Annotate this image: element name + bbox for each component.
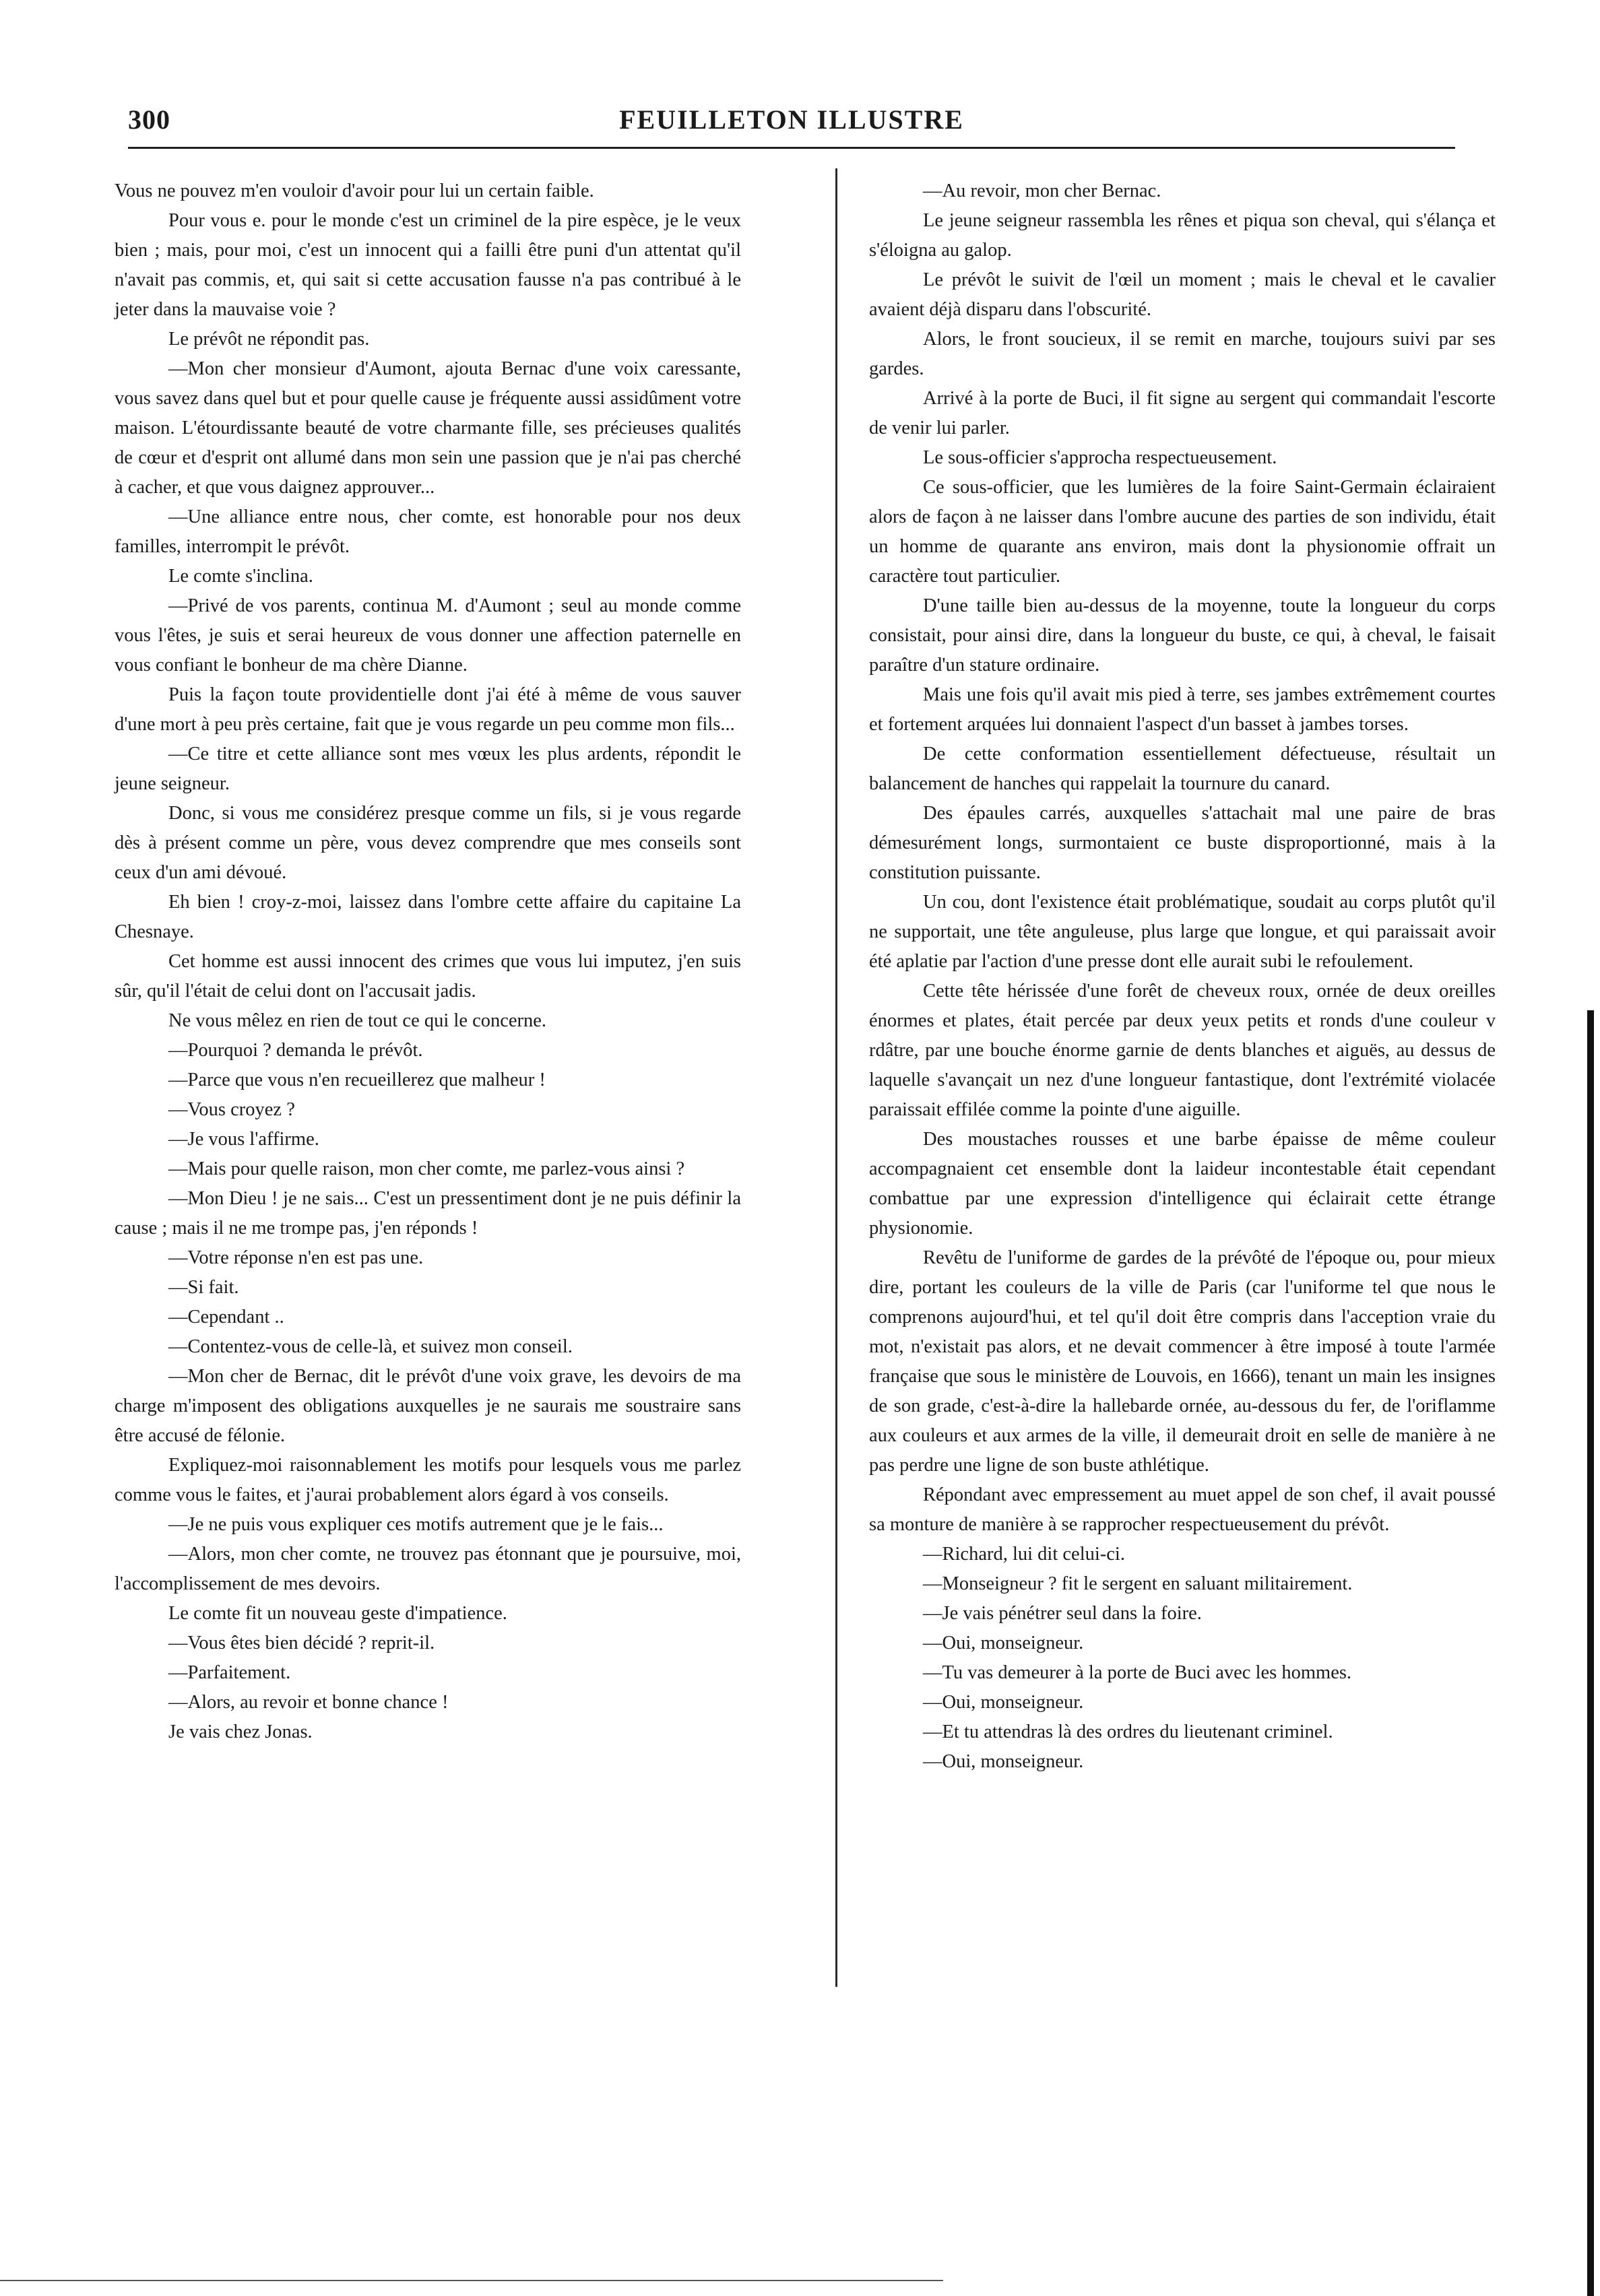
paragraph: Eh bien ! croy-z-moi, laissez dans l'ombre cette affaire du capitaine La Chesnaye.	[115, 892, 741, 942]
paragraph: Revêtu de l'uniforme de gardes de la prévôté de l'époque ou, pour mieux dire, portant les couleurs de la ville de Paris (car l'uniforme tel que nous le comprenons aujourd'hui, et tel qu'il doit être compris dans l'acception vraie du mot, n'existait pas alors, et ne devait commencer à être imposé à toute l'armée française que sous le ministère de Louvois, en 1666), tenant un main les insignes de son grade, c'est-à-dire la hallebarde ornée, au-dessous du fer, de l'oriflamme aux couleurs et aux armes de la ville, il demeurait droit en selle de manière à ne pas perdre une ligne de son buste athlétique.	[869, 1247, 1496, 1476]
paragraph: —Alors, au revoir et bonne chance !	[168, 1692, 449, 1713]
paragraph: —Votre réponse n'en est pas une.	[168, 1247, 424, 1268]
paragraph: Mais une fois qu'il avait mis pied à terre, ses jambes extrêmement courtes et fortement arquées lui donnaient l'aspect d'un basset à jambes torses.	[869, 684, 1496, 735]
paragraph: Pour vous e. pour le monde c'est un criminel de la pire espèce, je le veux bien ; mais, pour moi, c'est un innocent qui a failli être puni d'un attentat qu'il n'avait pas commis, et, qui sait si cette accusation fausse n'a pas contribué à le jeter dans la mauvaise voie ?	[115, 210, 741, 320]
paragraph: D'une taille bien au-dessus de la moyenne, toute la longueur du corps consistait, pour ainsi dire, dans la longueur du buste, ce qui, à cheval, le faisait paraître d'un stature ordinaire.	[869, 595, 1496, 676]
page-number: 300	[128, 104, 170, 135]
paragraph: —Parfaitement.	[168, 1662, 291, 1683]
paragraph: Des moustaches rousses et une barbe épaisse de même couleur accompagnaient cet ensemble dont la laideur incontestable était cependant combattue par une expression d'intelligence qui éclairait cette étrange physionomie.	[869, 1129, 1496, 1239]
paragraph: Le prévôt le suivit de l'œil un moment ; mais le cheval et le cavalier avaient déjà disparu dans l'obscurité.	[869, 269, 1496, 320]
paragraph: Le comte s'inclina.	[168, 566, 313, 587]
paragraph: Cet homme est aussi innocent des crimes que vous lui imputez, j'en suis sûr, qu'il l'était de celui dont on l'accusait jadis.	[115, 951, 741, 1002]
right-column	[869, 176, 1496, 1777]
paragraph: —Mon cher de Bernac, dit le prévôt d'une voix grave, les devoirs de ma charge m'imposent des obligations auxquelles je ne saurais me soustraire sans être accusé de félonie.	[115, 1366, 741, 1446]
paragraph: Le prévôt ne répondit pas.	[168, 329, 370, 350]
left-column	[115, 176, 741, 1747]
paragraph: Je vais chez Jonas.	[168, 1721, 313, 1742]
paragraph: —Et tu attendras là des ordres du lieutenant criminel.	[923, 1721, 1333, 1742]
paragraph: —Une alliance entre nous, cher comte, est honorable pour nos deux familles, interrompit le prévôt.	[115, 506, 741, 557]
paragraph: Cette tête hérissée d'une forêt de cheveux roux, ornée de deux oreilles énormes et plates, était percée par deux yeux petits et ronds d'une couleur v rdâtre, par une bouche énorme garnie de dents blanches et aiguës, au dessus de laquelle s'avançait un nez d'une longueur fantastique, dont l'extrémité violacée paraissait effilée comme la pointe d'une aiguille.	[869, 981, 1496, 1120]
paragraph: —Au revoir, mon cher Bernac.	[923, 181, 1161, 201]
paragraph: —Cependant ..	[168, 1307, 284, 1327]
paragraph: Expliquez-moi raisonnablement les motifs pour lesquels vous me parlez comme vous le faites, et j'aurai probablement alors égard à vos conseils.	[115, 1455, 741, 1505]
paragraph: Un cou, dont l'existence était problématique, soudait au corps plutôt qu'il ne supportait, une tête anguleuse, plus large que longue, et qui paraissait avoir été aplatie par l'action d'une presse dont elle aurait subi le refoulement.	[869, 892, 1496, 972]
paragraph: —Mais pour quelle raison, mon cher comte, me parlez-vous ainsi ?	[168, 1158, 685, 1179]
paragraph: —Monseigneur ? fit le sergent en saluant militairement.	[923, 1573, 1353, 1594]
paragraph: —Tu vas demeurer à la porte de Buci avec les hommes.	[923, 1662, 1352, 1683]
scan-edge-shadow	[1587, 1010, 1594, 2296]
paragraph: —Oui, monseigneur.	[923, 1692, 1084, 1713]
paragraph: Répondant avec empressement au muet appel de son chef, il avait poussé sa monture de manière à se rapprocher respectueusement du prévôt.	[869, 1484, 1496, 1535]
paragraph: Le jeune seigneur rassembla les rênes et piqua son cheval, qui s'élança et s'éloigna au galop.	[869, 210, 1496, 261]
paragraph: —Vous croyez ?	[168, 1099, 295, 1120]
paragraph: —Privé de vos parents, continua M. d'Aumont ; seul au monde comme vous l'êtes, je suis et serai heureux de vous donner une affection paternelle en vous confiant le bonheur de ma chère Dianne.	[115, 595, 741, 676]
paragraph: —Oui, monseigneur.	[923, 1633, 1084, 1653]
paragraph: —Je vais pénétrer seul dans la foire.	[923, 1603, 1202, 1624]
paragraph: —Parce que vous n'en recueillerez que malheur !	[168, 1070, 546, 1090]
bottom-rule	[0, 2280, 943, 2281]
paragraph: Vous ne pouvez m'en vouloir d'avoir pour lui un certain faible.	[115, 181, 594, 201]
paragraph: —Oui, monseigneur.	[923, 1751, 1084, 1772]
paragraph: —Vous êtes bien décidé ? reprit-il.	[168, 1633, 435, 1653]
paragraph: De cette conformation essentiellement défectueuse, résultait un balancement de hanches qui rappelait la tournure du canard.	[869, 744, 1496, 794]
paragraph: —Ce titre et cette alliance sont mes vœux les plus ardents, répondit le jeune seigneur.	[115, 744, 741, 794]
paragraph: —Mon cher monsieur d'Aumont, ajouta Bernac d'une voix caressante, vous savez dans quel but et pour quelle cause je fréquente aussi assidûment votre maison. L'étourdissante beauté de votre charmante fille, ses précieuses qualités de cœur et d'esprit ont allumé dans mon sein une passion que je n'ai pas cherché à cacher, et que vous daignez approuver...	[115, 358, 741, 498]
paragraph: —Pourquoi ? demanda le prévôt.	[168, 1040, 423, 1061]
paragraph: —Alors, mon cher comte, ne trouvez pas étonnant que je poursuive, moi, l'accomplissement de mes devoirs.	[115, 1544, 741, 1594]
column-divider	[835, 168, 837, 1987]
paragraph: Alors, le front soucieux, il se remit en marche, toujours suivi par ses gardes.	[869, 329, 1496, 379]
paragraph: Arrivé à la porte de Buci, il fit signe au sergent qui commandait l'escorte de venir lui parler.	[869, 388, 1496, 438]
running-title: FEUILLETON ILLUSTRE	[619, 104, 964, 135]
paragraph: —Contentez-vous de celle-là, et suivez mon conseil.	[168, 1336, 573, 1357]
paragraph: —Richard, lui dit celui-ci.	[923, 1544, 1125, 1565]
paragraph: Le comte fit un nouveau geste d'impatience.	[168, 1603, 507, 1624]
paragraph: —Mon Dieu ! je ne sais... C'est un pressentiment dont je ne puis définir la cause ; mais il ne me trompe pas, j'en réponds !	[115, 1188, 741, 1239]
paragraph: Ne vous mêlez en rien de tout ce qui le concerne.	[168, 1010, 547, 1031]
paragraph: Ce sous-officier, que les lumières de la foire Saint-Germain éclairaient alors de façon à ne laisser dans l'ombre aucune des parties de son individu, était un homme de quarante ans environ, mais dont la physionomie offrait un caractère tout particulier.	[869, 477, 1496, 587]
paragraph: Le sous-officier s'approcha respectueusement.	[923, 447, 1277, 468]
paragraph: Donc, si vous me considérez presque comme un fils, si je vous regarde dès à présent comme un père, vous devez comprendre que mes conseils sont ceux d'un ami dévoué.	[115, 803, 741, 883]
paragraph: Des épaules carrés, auxquelles s'attachait mal une paire de bras démesurément longs, surmontaient ce buste disproportionné, mais à la constitution puissante.	[869, 803, 1496, 883]
paragraph: —Je vous l'affirme.	[168, 1129, 319, 1150]
paragraph: Puis la façon toute providentielle dont j'ai été à même de vous sauver d'une mort à peu près certaine, fait que je vous regarde un peu comme mon fils...	[115, 684, 741, 735]
paragraph: —Je ne puis vous expliquer ces motifs autrement que je le fais...	[168, 1514, 664, 1535]
page-header	[128, 100, 1455, 149]
paragraph: —Si fait.	[168, 1277, 239, 1298]
